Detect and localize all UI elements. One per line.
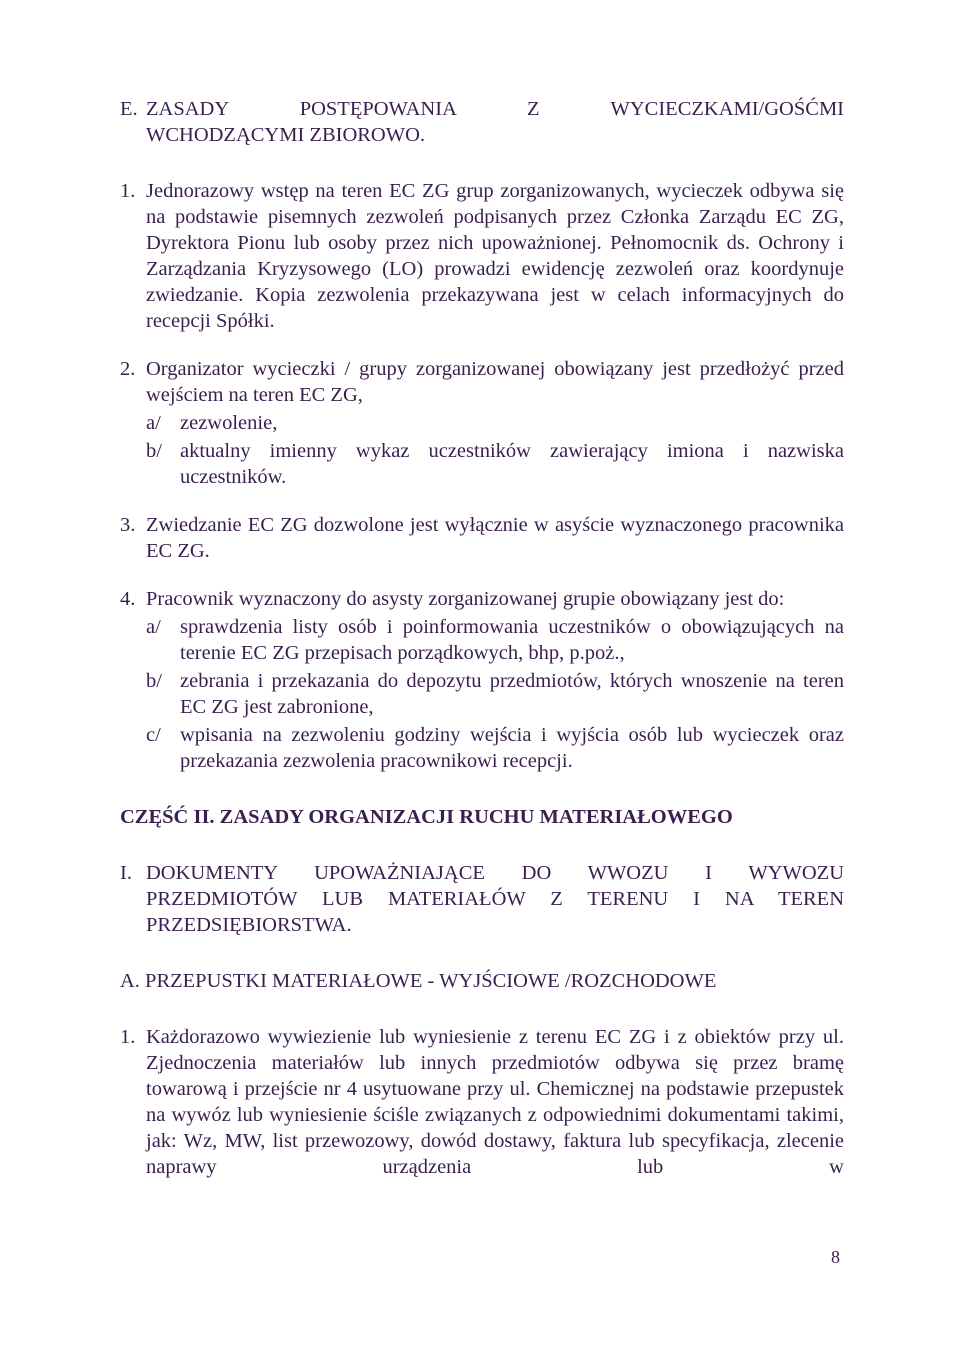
- list-item: [120, 512, 844, 564]
- sub-item-label: a/: [146, 412, 161, 434]
- sub-item-label: b/: [146, 670, 162, 692]
- sub-item-label: a/: [146, 616, 161, 638]
- page-content: [120, 96, 844, 1180]
- sub-item: [146, 614, 844, 666]
- sub-item-text: zebrania i przekazania do depozytu przedmiotów, których wnoszenie na teren EC ZG jest zabronione,: [180, 670, 844, 718]
- item-number: 3.: [120, 514, 136, 536]
- item-number: 1.: [120, 180, 136, 202]
- section-i-title-line2: PRZEDMIOTÓW LUB MATERIAŁÓW Z TERENU I NA TEREN: [146, 888, 844, 910]
- list-item: [120, 178, 844, 334]
- sub-item-text: zezwolenie,: [180, 412, 278, 434]
- sub-item: [146, 410, 844, 436]
- item-text: Organizator wycieczki / grupy zorganizowanej obowiązany jest przedłożyć przed wejściem na teren EC ZG,: [146, 358, 844, 406]
- section-i-title-line3: PRZEDSIĘBIORSTWA.: [146, 914, 352, 936]
- item-number: 4.: [120, 588, 136, 610]
- page-number: 8: [831, 1247, 840, 1267]
- sub-item: [146, 438, 844, 490]
- item-number: 2.: [120, 358, 136, 380]
- sub-item-text: wpisania na zezwoleniu godziny wejścia i wyjścia osób lub wycieczek oraz przekazania zezwolenia pracownikowi recepcji.: [180, 724, 844, 772]
- item-text: Jednorazowy wstęp na teren EC ZG grup zorganizowanych, wycieczek odbywa się na podstawie pisemnych zezwoleń podpisanych przez Członka Zarządu EC ZG, Dyrektora Pionu lub osoby przez nich upoważnionej. Pełnomocnik ds. Ochrony i Zarządzania Kryzysowego (LO) prowadzi ewidencję zezwoleń oraz koordynuje zwiedzanie. Kopia zezwolenia przekazywana jest w celach informacyjnych do recepcji Spółki.: [146, 180, 844, 332]
- section-a-heading: A. PRZEPUSTKI MATERIAŁOWE - WYJŚCIOWE /ROZCHODOWE: [120, 970, 717, 992]
- section-i-heading: [120, 860, 844, 938]
- section-e-title-line2: WCHODZĄCYMI ZBIOROWO.: [146, 124, 426, 146]
- section-e-heading: [120, 96, 844, 148]
- sub-item: [146, 722, 844, 774]
- sub-item-text: aktualny imienny wykaz uczestników zawierający imiona i nazwiska uczestników.: [180, 440, 844, 488]
- list-item: [120, 356, 844, 490]
- list-item: [120, 586, 844, 774]
- sub-item-label: c/: [146, 724, 161, 746]
- sub-item-label: b/: [146, 440, 162, 462]
- sub-item-text: sprawdzenia listy osób i poinformowania uczestników o obowiązujących na terenie EC ZG przepisach porządkowych, bhp, p.poż.,: [180, 616, 844, 664]
- list-item: [120, 1024, 844, 1180]
- item-text: Zwiedzanie EC ZG dozwolone jest wyłącznie w asyście wyznaczonego pracownika EC ZG.: [146, 514, 844, 562]
- section-e-title-line1: ZASADY POSTĘPOWANIA Z WYCIECZKAMI/GOŚĆMI: [146, 98, 844, 120]
- item-text: Każdorazowo wywiezienie lub wyniesienie z terenu EC ZG i z obiektów przy ul. Zjednoczenia materiałów lub innych przedmiotów odbywa się przez bramę towarową i przejście nr 4 usytuowane przy ul. Chemicznej na podstawie przepustek na wywóz lub wyniesienie ściśle związanych z odpowiednimi dokumentami takimi, jak: Wz, MW, list przewozowy, dowód dostawy, faktura lub specyfikacja, zlecenie naprawy urządzenia lub w: [146, 1026, 844, 1178]
- section-i-title-line1: DOKUMENTY UPOWAŻNIAJĄCE DO WWOZU I WYWOZU: [146, 862, 844, 884]
- section-i-number: I.: [120, 862, 132, 884]
- item-text: Pracownik wyznaczony do asysty zorganizowanej grupie obowiązany jest do:: [146, 588, 785, 610]
- part-ii-heading: CZĘŚĆ II. ZASADY ORGANIZACJI RUCHU MATERIAŁOWEGO: [120, 806, 733, 828]
- sub-item: [146, 668, 844, 720]
- item-number: 1.: [120, 1026, 136, 1048]
- section-e-number: E.: [120, 98, 138, 120]
